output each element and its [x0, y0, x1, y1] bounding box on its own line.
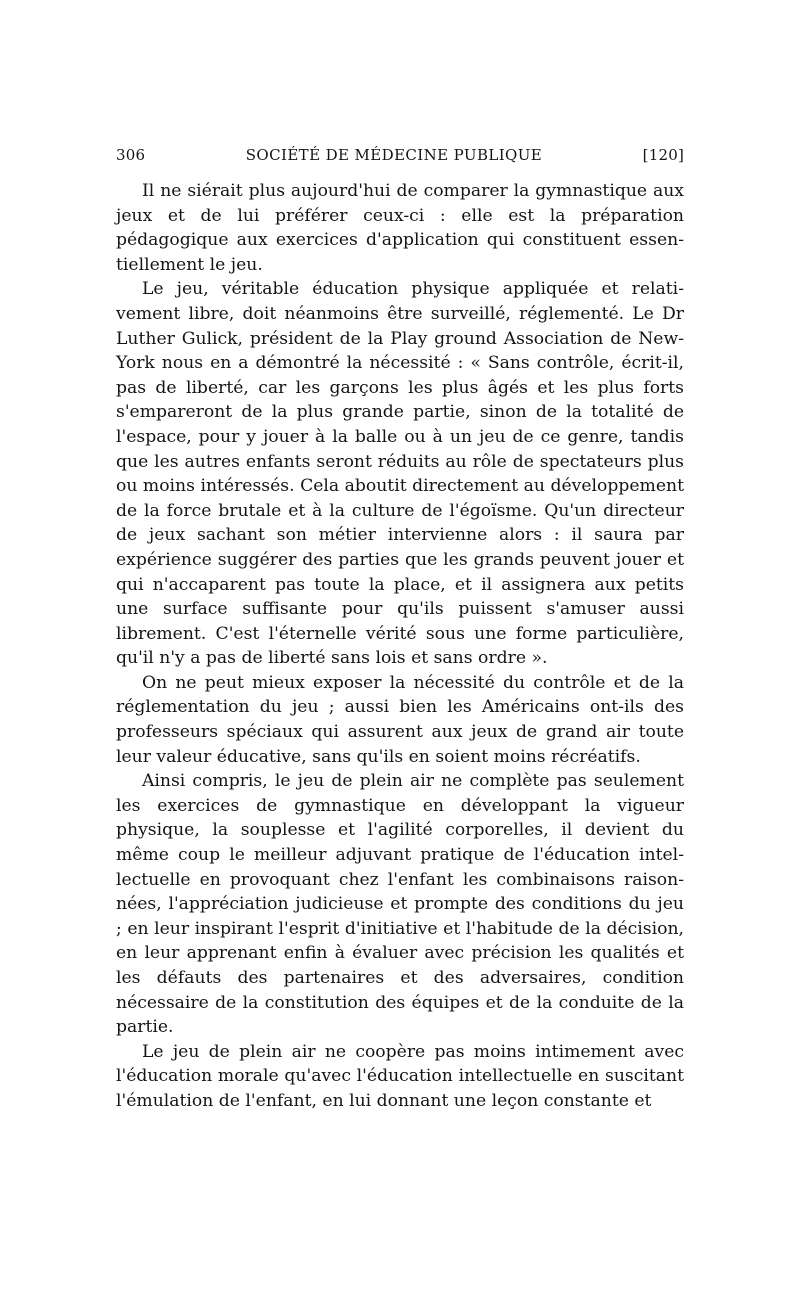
running-header	[116, 146, 684, 166]
paragraph-3: On ne peut mieux exposer la nécessité du contrôle et de la réglementation du jeu ; aussi bien les Américains ont-ils des professeurs spéciaux qui assurent aux jeux de grand air toute leur valeur éducative, sans qu'ils en soient moins récréatifs.	[116, 672, 684, 767]
book-page	[116, 146, 684, 1114]
paragraph-2: Le jeu, véritable éducation physique appliquée et relativement libre, doit néanmoins être surveillé, réglementé. Le Dr Luther Gulick, président de la Play ground Association de New-York nous en a démontré la nécessité : « Sans contrôle, écrit-il, pas de liberté, car les garçons les plus âgés et les plus forts s'empareront de la plus grande partie, sinon de la totalité de l'espace, pour y jouer à la balle ou à un jeu de ce genre, tandis que les autres enfants seront réduits au rôle de spectateurs plus ou moins intéressés. Cela aboutit directement au développement de la force brutale et à la culture de l'égoïsme. Qu'un directeur de jeux sachant son métier intervienne alors : il saura par expérience suggérer des parties que les grands peuvent jouer et qui n'accaparent pas toute la place, et il assignera aux petits une surface suffisante pour qu'ils puissent s'amuser aussi librement. C'est l'éternelle vérité sous une forme particulière, qu'il n'y a pas de liberté sans lois et sans ordre ».	[116, 279, 684, 669]
running-title: SOCIÉTÉ DE MÉDECINE PUBLIQUE	[245, 146, 543, 164]
paragraph-5: Le jeu de plein air ne coopère pas moins intimement avec l'éducation morale qu'avec l'éducation intellectuelle en suscitant l'émulation de l'enfant, en lui donnant une leçon constante et	[116, 1041, 684, 1111]
body-text	[116, 179, 684, 1114]
page-number: 306	[116, 146, 146, 164]
bracket-number: [120]	[642, 146, 684, 164]
paragraph-1: Il ne siérait plus aujourd'hui de comparer la gymnastique aux jeux et de lui préférer ceux-ci : elle est la préparation pédagogique aux exercices d'application qui constituent essentiellement le jeu.	[116, 181, 684, 275]
paragraph-4: Ainsi compris, le jeu de plein air ne complète pas seulement les exercices de gymnastique en développant la vigueur physique, la souplesse et l'agilité corporelles, il devient du même coup le meilleur adjuvant pratique de l'éducation intellectuelle en provoquant chez l'enfant les combinaisons raisonnées, l'appréciation judicieuse et prompte des conditions du jeu ; en leur inspirant l'esprit d'initiative et l'habitude de la décision, en leur apprenant enfin à évaluer avec précision les qualités et les défauts des partenaires et des adversaires, condition nécessaire de la constitution des équipes et de la conduite de la partie.	[116, 771, 684, 1038]
